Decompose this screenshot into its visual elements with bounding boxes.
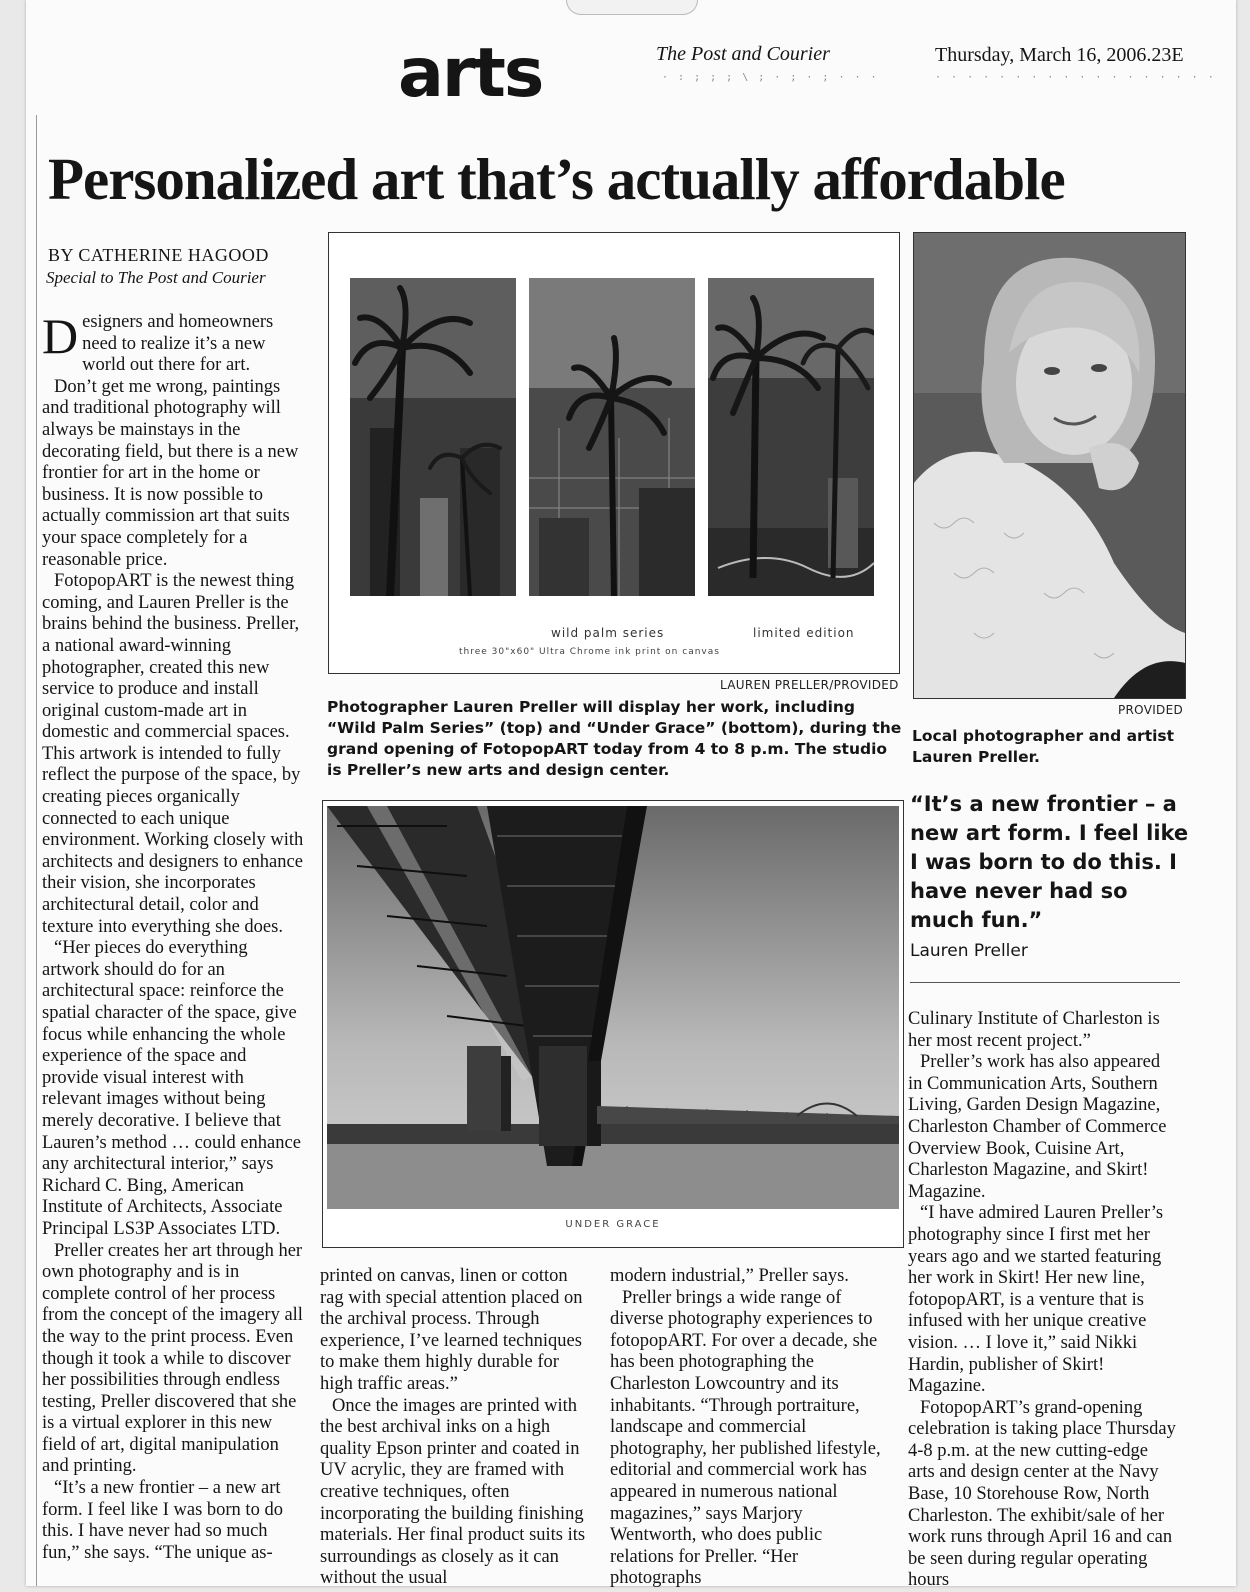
paragraph: modern industrial,” Preller says. — [610, 1266, 849, 1286]
figure-label: UNDER GRACE — [565, 1219, 661, 1230]
paragraph: Preller brings a wide range of diverse photography experiences to fotopopART. For over a decade, she has been photographing the Charleston Lowcountry and its inhabitants. “Through portraiture, landscape and commercial photography, her published lifestyle, editorial and commercial work has appeared in numerous national magazines,” says Marjory Wentworth, who does public relations for Preller. “Her photographs — [610, 1287, 881, 1589]
article-column-3 — [610, 1266, 888, 1590]
divider — [910, 982, 1180, 983]
portrait-caption: Local photographer and artist Lauren Preller. — [912, 727, 1175, 766]
series-label: wild palm series — [551, 626, 665, 640]
portrait-credit: PROVIDED — [1118, 703, 1184, 717]
paragraph: Don’t get me wrong, paintings and traditional photography will always be mainstays in the decorating field, but there is a new frontier for art in the home or business. It is now possible to actually commission art that suits your space completely for a reasonable price. — [42, 376, 299, 570]
paragraph: Once the images are printed with the best archival inks on a high quality Epson printer and coated in UV acrylic, they are framed with creative techniques, often incorporating the building finishing materials. Her final product suits its surroundings as closely as it can without the usual — [320, 1395, 586, 1589]
paragraph: FotopopART’s grand-opening celebration is taking place Thursday 4-8 p.m. at the new cutting-edge arts and design center at the Navy Base, 10 Storehouse Row, North Charleston. The exhibit/sale of her work runs through April 16 and can be seen during regular operating hours — [908, 1397, 1176, 1591]
paragraph — [42, 308, 304, 377]
paragraph-text: esigners and homeowners need to realize it’s a new world out there for art. — [82, 312, 274, 376]
paragraph: Preller’s work has also appeared in Communication Arts, Southern Living, Garden Design Magazine, Charleston Chamber of Commerce Overview Book, Cuisine Art, Charleston Magazine, and Skirt! Magazine. — [908, 1052, 1167, 1202]
headline: Personalized art that’s actually affordable — [48, 146, 1065, 212]
photo-credit: LAUREN PRELLER/PROVIDED — [720, 678, 899, 692]
photo-caption: Photographer Lauren Preller will display her work, including “Wild Palm Series” (top) and “Under Grace” (bottom), during the grand opening of FotopopART today from 4 to 8 p.m. The studio is Preller’s new arts and design center. — [327, 698, 902, 779]
byline-affiliation: Special to The Post and Courier — [46, 268, 266, 287]
paragraph: FotopopART is the newest thing coming, and Lauren Preller is the brains behind the business. Preller, a national award-winning photographer, created this new service to produce and install original custom-made art in domestic and commercial spaces. This artwork is intended to fully reflect the purpose of the space, by creating pieces organically connected to each unique environment. Working closely with architects and designers to enhance their vision, she incorporates architectural detail, color and texture into everything she does. — [42, 571, 304, 937]
paragraph: printed on canvas, linen or cotton rag with special attention placed on the archival process. Through experience, I’ve learned techniques to make them highly durable for high traffic areas.” — [320, 1266, 583, 1394]
article-column-4 — [908, 1009, 1178, 1592]
portrait-photo — [913, 232, 1186, 699]
paragraph: “Her pieces do everything artwork should do for an architectural space: reinforce the spatial character of the space, give focus while enhancing the whole experience of the space and provide visual interest with relevant images without being merely decorative. I believe that Lauren’s method … could enhance any architectural interior,” says Richard C. Bing, American Institute of Architects, Associate Principal LS3P Associates LTD. — [42, 938, 301, 1239]
paragraph: “I have admired Lauren Preller’s photography since I first met her years ago and we started featuring her work in Skirt! Her new line, fotopopART, is a venture that is infused with her unique creative vision. … I love it,” said Nikki Hardin, publisher of Skirt! Magazine. — [908, 1203, 1164, 1397]
triptych-panel — [529, 278, 695, 596]
barcode-strip: · · · · · · · · · · · · · · · · · · — [935, 72, 1216, 83]
print-spec: three 30"x60" Ultra Chrome ink print on canvas — [459, 647, 720, 657]
bridge-photo — [327, 806, 899, 1209]
paragraph: Preller creates her art through her own photography and is in complete control of her process from the concept of the imagery all the way to the print process. Even though it took a while to discover her possibilities through endless testing, Preller discovered that she is a virtual explorer in this new field of art, digital manipulation and printing. — [42, 1240, 303, 1477]
section-title: arts — [398, 34, 543, 113]
pull-quote: “It’s a new frontier – a new art form. I feel like I was born to do this. I have never had so much fun.” — [910, 792, 1189, 932]
article-column-2 — [320, 1266, 590, 1590]
article-column-1 — [42, 308, 304, 1564]
barcode-strip: · : ; ; ; \ ; · ; · ; · · · — [662, 72, 879, 83]
edition-label: limited edition — [753, 626, 855, 640]
issue-date: Thursday, March 16, 2006.23E — [935, 44, 1184, 66]
triptych-panel — [708, 278, 874, 596]
triptych-panel — [350, 278, 516, 596]
under-grace-figure — [322, 800, 904, 1248]
paper-name: The Post and Courier — [656, 43, 830, 65]
byline-author: BY CATHERINE HAGOOD — [48, 245, 269, 265]
drop-cap: D — [42, 308, 79, 364]
paragraph: “It’s a new frontier – a new art form. I feel like I was born to do this. I have never had so much fun,” she says. “The unique as- — [42, 1478, 283, 1563]
clipping-tab — [566, 0, 698, 15]
pull-quote-attribution: Lauren Preller — [910, 941, 1028, 961]
paragraph: Culinary Institute of Charleston is her most recent project.” — [908, 1009, 1160, 1051]
left-column-rule — [36, 115, 37, 1586]
wild-palm-series-figure — [328, 232, 900, 674]
